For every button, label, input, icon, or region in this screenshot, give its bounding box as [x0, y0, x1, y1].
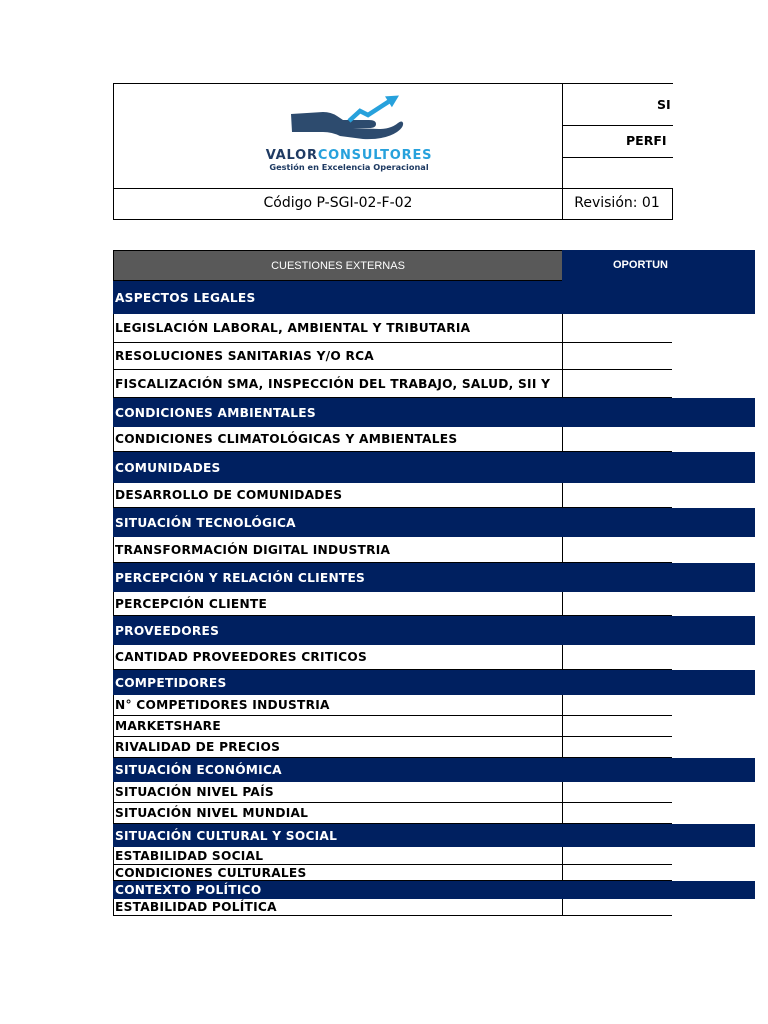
- table-row: [113, 847, 672, 865]
- section-row: [113, 758, 755, 782]
- growth-arrow-line: [349, 102, 389, 121]
- section-title: CONDICIONES AMBIENTALES: [115, 405, 316, 420]
- table-row: [113, 865, 672, 881]
- document-title-text: SI: [657, 97, 671, 112]
- brand-tagline: Gestión en Excelencia Operacional: [269, 162, 429, 172]
- cuestion-cell: CONDICIONES CULTURALES: [113, 865, 563, 881]
- hand-shape: [291, 112, 403, 139]
- table-row: [113, 343, 672, 370]
- oportunidad-cell: [562, 427, 672, 452]
- brand-name: [263, 148, 435, 163]
- cuestion-cell: ESTABILIDAD SOCIAL: [113, 847, 563, 865]
- oportunidad-cell: [562, 537, 672, 563]
- oportunidad-cell: [562, 343, 672, 370]
- document-title-line-3: [563, 157, 673, 189]
- table-row: [113, 737, 672, 758]
- document-revision: Revisión: 01: [562, 188, 673, 220]
- table-row: [113, 592, 672, 616]
- document-title-text: PERFI: [626, 133, 667, 148]
- section-row: [113, 508, 755, 537]
- table-row: [113, 716, 672, 737]
- oportunidad-cell: [562, 899, 672, 916]
- table-row: [113, 370, 672, 398]
- document-title-line-1: [563, 83, 673, 126]
- document-code: Código P-SGI-02-F-02: [113, 188, 563, 220]
- brand-name-secondary: CONSULTORES: [317, 148, 433, 163]
- cuestion-cell: FISCALIZACIÓN SMA, INSPECCIÓN DEL TRABAJO, SALUD, SII Y: [113, 370, 563, 398]
- oportunidad-cell: [562, 695, 672, 716]
- cuestion-cell: TRANSFORMACIÓN DIGITAL INDUSTRIA: [113, 537, 563, 563]
- section-row: [113, 670, 755, 695]
- cuestion-cell: RESOLUCIONES SANITARIAS Y/O RCA: [113, 343, 563, 370]
- section-row: [113, 824, 755, 847]
- column-header-label: OPORTUN: [613, 259, 668, 271]
- table-row: [113, 314, 672, 343]
- cuestion-cell: MARKETSHARE: [113, 716, 563, 737]
- section-title: COMUNIDADES: [115, 460, 221, 475]
- column-header-oportunidades: [562, 250, 755, 281]
- oportunidad-cell: [562, 865, 672, 881]
- oportunidad-cell: [562, 592, 672, 616]
- section-title: SITUACIÓN ECONÓMICA: [115, 763, 282, 777]
- logo-cell: [113, 83, 563, 189]
- document-title-line-2: [563, 125, 673, 158]
- table-row: [113, 782, 672, 803]
- document-header: [113, 83, 673, 220]
- cuestion-cell: CANTIDAD PROVEEDORES CRITICOS: [113, 645, 563, 670]
- oportunidad-cell: [562, 370, 672, 398]
- cuestion-cell: CONDICIONES CLIMATOLÓGICAS Y AMBIENTALES: [113, 427, 563, 452]
- cuestion-cell: LEGISLACIÓN LABORAL, AMBIENTAL Y TRIBUTARIA: [113, 314, 563, 343]
- oportunidad-cell: [562, 716, 672, 737]
- section-title: ASPECTOS LEGALES: [115, 290, 256, 305]
- brand-name-primary: VALOR: [265, 148, 318, 163]
- section-title: COMPETIDORES: [115, 675, 227, 690]
- table-row: [113, 483, 672, 508]
- section-row: [113, 563, 755, 592]
- cuestion-cell: PERCEPCIÓN CLIENTE: [113, 592, 563, 616]
- column-header-cuestiones-externas: CUESTIONES EXTERNAS: [113, 250, 563, 281]
- table-row: [113, 803, 672, 824]
- table-row: [113, 537, 672, 563]
- oportunidad-cell: [562, 645, 672, 670]
- section-title: PROVEEDORES: [115, 623, 220, 638]
- table-row: [113, 645, 672, 670]
- table-row: [113, 695, 672, 716]
- section-title: CONTEXTO POLÍTICO: [115, 883, 262, 897]
- oportunidad-cell: [562, 737, 672, 758]
- cuestion-cell: RIVALIDAD DE PRECIOS: [113, 737, 563, 758]
- oportunidad-cell: [562, 782, 672, 803]
- cuestion-cell: SITUACIÓN NIVEL PAÍS: [113, 782, 563, 803]
- oportunidad-cell: [562, 803, 672, 824]
- table-row: [113, 427, 672, 452]
- table-header-row: [113, 250, 755, 281]
- section-row: [113, 881, 755, 899]
- cuestion-cell: DESARROLLO DE COMUNIDADES: [113, 483, 563, 508]
- cuestion-cell: SITUACIÓN NIVEL MUNDIAL: [113, 803, 563, 824]
- section-title: SITUACIÓN CULTURAL Y SOCIAL: [115, 828, 338, 843]
- oportunidad-cell: [562, 847, 672, 865]
- cuestion-cell: ESTABILIDAD POLÍTICA: [113, 899, 563, 916]
- section-row: [113, 616, 755, 645]
- cuestion-cell: N° COMPETIDORES INDUSTRIA: [113, 695, 563, 716]
- section-row: [113, 452, 755, 483]
- section-title: SITUACIÓN TECNOLÓGICA: [115, 515, 296, 530]
- oportunidad-cell: [562, 483, 672, 508]
- table-row: [113, 899, 672, 916]
- section-title: PERCEPCIÓN Y RELACIÓN CLIENTES: [115, 570, 366, 585]
- section-row: [113, 281, 755, 314]
- section-row: [113, 398, 755, 427]
- hand-growth-arrow-icon: [285, 93, 405, 141]
- oportunidad-cell: [562, 314, 672, 343]
